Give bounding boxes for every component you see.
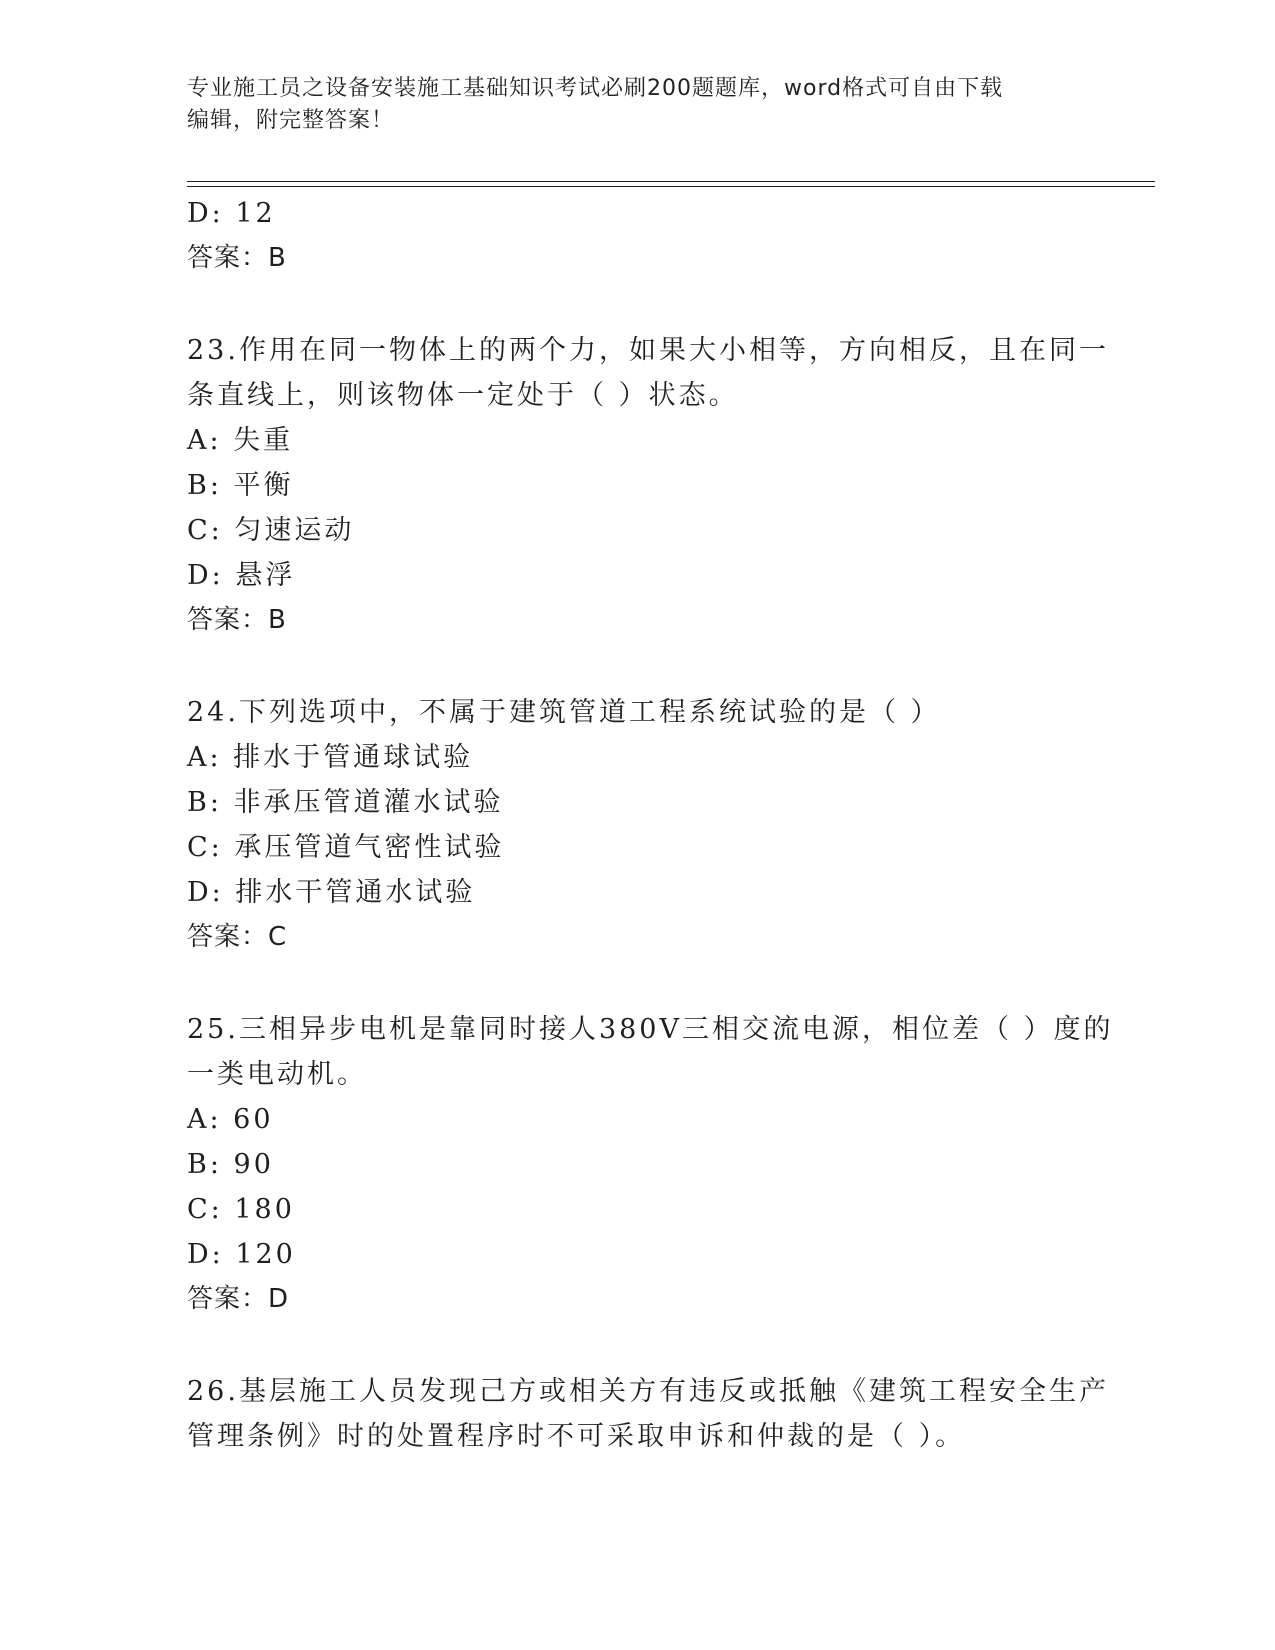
question-text-line-1: 26.基层施工人员发现己方或相关方有违反或抵触《建筑工程安全生产 [187,1376,1109,1407]
question-text-line-2: 一类电动机。 [187,1059,367,1090]
answer: 答案：B [187,243,287,273]
answer: 答案：B [187,605,287,635]
question-text-line-2: 条直线上，则该物体一定处于（ ）状态。 [187,380,739,411]
question-text-line-1: 25.三相异步电机是靠同时接人380V三相交流电源，相位差（ ）度的 [187,1014,1114,1045]
header-divider-bottom [187,186,1155,187]
option-b: B: 平衡 [187,470,294,501]
option-a: A: 60 [187,1104,274,1135]
option-c: C: 承压管道气密性试验 [187,832,505,863]
option-c: C: 180 [187,1194,295,1225]
document-header [187,73,1087,137]
header-line-1: 专业施工员之设备安装施工基础知识考试必刷200题题库，word格式可自由下载 [187,76,1004,101]
answer: 答案：D [187,1284,290,1314]
question-text-line-1: 23.作用在同一物体上的两个力，如果大小相等，方向相反，且在同一 [187,335,1109,366]
question-list [187,191,1114,1459]
option-c: C: 匀速运动 [187,515,355,546]
answer: 答案：C [187,922,288,952]
question-text-line-2: 管理条例》时的处置程序时不可采取申诉和仲裁的是（ ）。 [187,1421,966,1452]
option-d: D: 排水干管通水试验 [187,877,476,908]
option-d: D: 悬浮 [187,560,296,591]
option-a: A: 排水于管通球试验 [187,742,474,773]
question-22 [187,191,1087,281]
option-a: A: 失重 [187,425,294,456]
option-d: D: 12 [187,198,276,229]
header-divider-top [187,181,1155,182]
question-24 [187,690,1087,960]
option-b: B: 90 [187,1149,274,1180]
header-line-2: 编辑，附完整答案！ [187,108,395,133]
question-26 [187,1369,1109,1459]
question-25 [187,1007,1114,1322]
question-text-line-1: 24.下列选项中，不属于建筑管道工程系统试验的是（ ） [187,697,941,728]
option-d: D: 120 [187,1239,296,1270]
question-23 [187,328,1109,643]
option-b: B: 非承压管道灌水试验 [187,787,504,818]
